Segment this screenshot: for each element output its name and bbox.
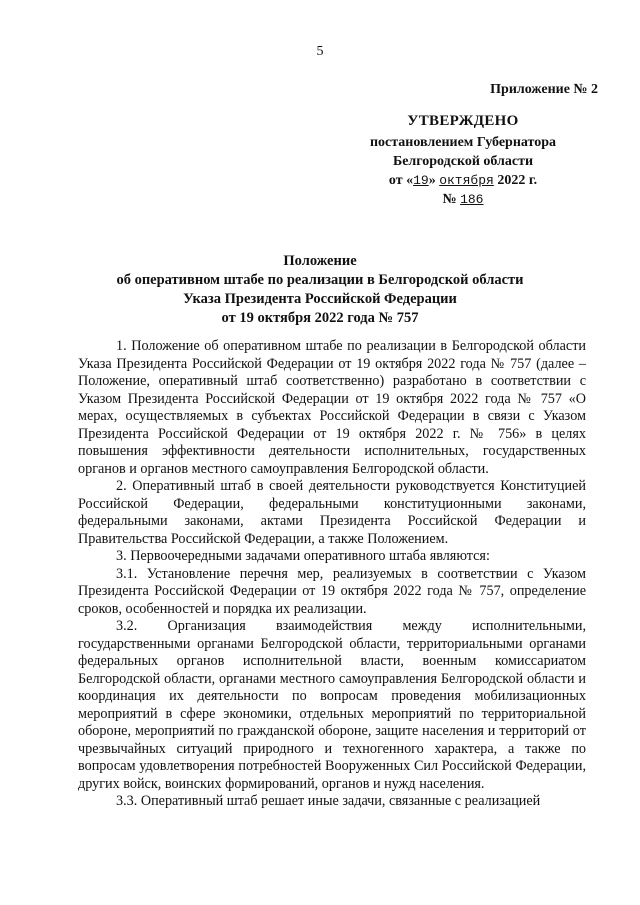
date-day: 19 [413,173,429,188]
decree-line: постановлением Губернатора [369,135,557,150]
date-prefix: от « [388,173,414,188]
approved-heading: УТВЕРЖДЕНО [407,113,519,129]
page-number: 5 [316,44,324,59]
approval-number-line [348,190,578,209]
title-line-2: об оперативном штабе по реализации в Белгородской области [116,272,524,288]
approval-stamp-block [348,80,598,209]
paragraph-3: 3. Первоочередными задачами оперативного штаба являются: [116,548,490,564]
document-title [0,252,640,328]
paragraph-3-2: 3.2. Организация взаимодействия между исполнительными, государственными органами Белгородской области, территориальными органами федеральных органов исполнительной власти, военным комиссариатом Белгородской области, органами местного самоуправления Белгородской области и координация их деятельности по вопросам проведения мобилизационных мероприятий в сфере экономики, отдельных мероприятий по территориальной обороне, мероприятий по гражданской обороне, защите населения и территорий от чрезвычайных ситуаций природного и техногенного характера, а также по вопросам удовлетворения потребностей Вооруженных Сил Российской Федерации, других войск, воинских формирований, органов и нужд населения. [78,618,586,792]
paragraph-2: 2. Оперативный штаб в своей деятельности руководствуется Конституцией Российской Федерации, федеральными конституционными законами, федеральными законами, актами Президента Российской Федерации и Правительства Российской Федерации, а также Положением. [78,478,586,547]
date-year: 2022 г. [497,173,538,188]
approval-date-line [348,171,578,190]
annex-label: Приложение № 2 [490,82,598,97]
title-line-4: от 19 октября 2022 года № 757 [221,310,419,326]
paragraph-3-1: 3.1. Установление перечня мер, реализуемых в соответствии с Указом Президента Российской Федерации от 19 октября 2022 года № 757, определение сроков, особенностей и порядка их реализации. [78,565,586,617]
date-mid: » [428,173,436,188]
paragraph-3-3: 3.3. Оперативный штаб решает иные задачи, связанные с реализацией [116,793,541,809]
document-body [78,338,586,811]
decree-number: 186 [460,192,484,207]
paragraph-1: 1. Положение об оперативном штабе по реализации в Белгородской области Указа Президента Российской Федерации от 19 октября 2022 года № 757 (далее – Положение, оперативный штаб соответственно) разработано в соответствии с Указом Президента Российской Федерации от 19 октября 2022 года № 757 «О мерах, осуществляемых в субъектах Российской Федерации в связи с Указом Президента Российской Федерации от 19 октября 2022 г. № 756» в целях повышения эффективности деятельности исполнительных, государственных органов и органов местного самоуправления Белгородской области. [78,338,586,477]
title-line-1: Положение [283,253,357,269]
title-line-3: Указа Президента Российской Федерации [183,291,457,307]
number-prefix: № [442,192,457,207]
date-month: октября [439,173,494,188]
region-line: Белгородской области [392,154,534,169]
